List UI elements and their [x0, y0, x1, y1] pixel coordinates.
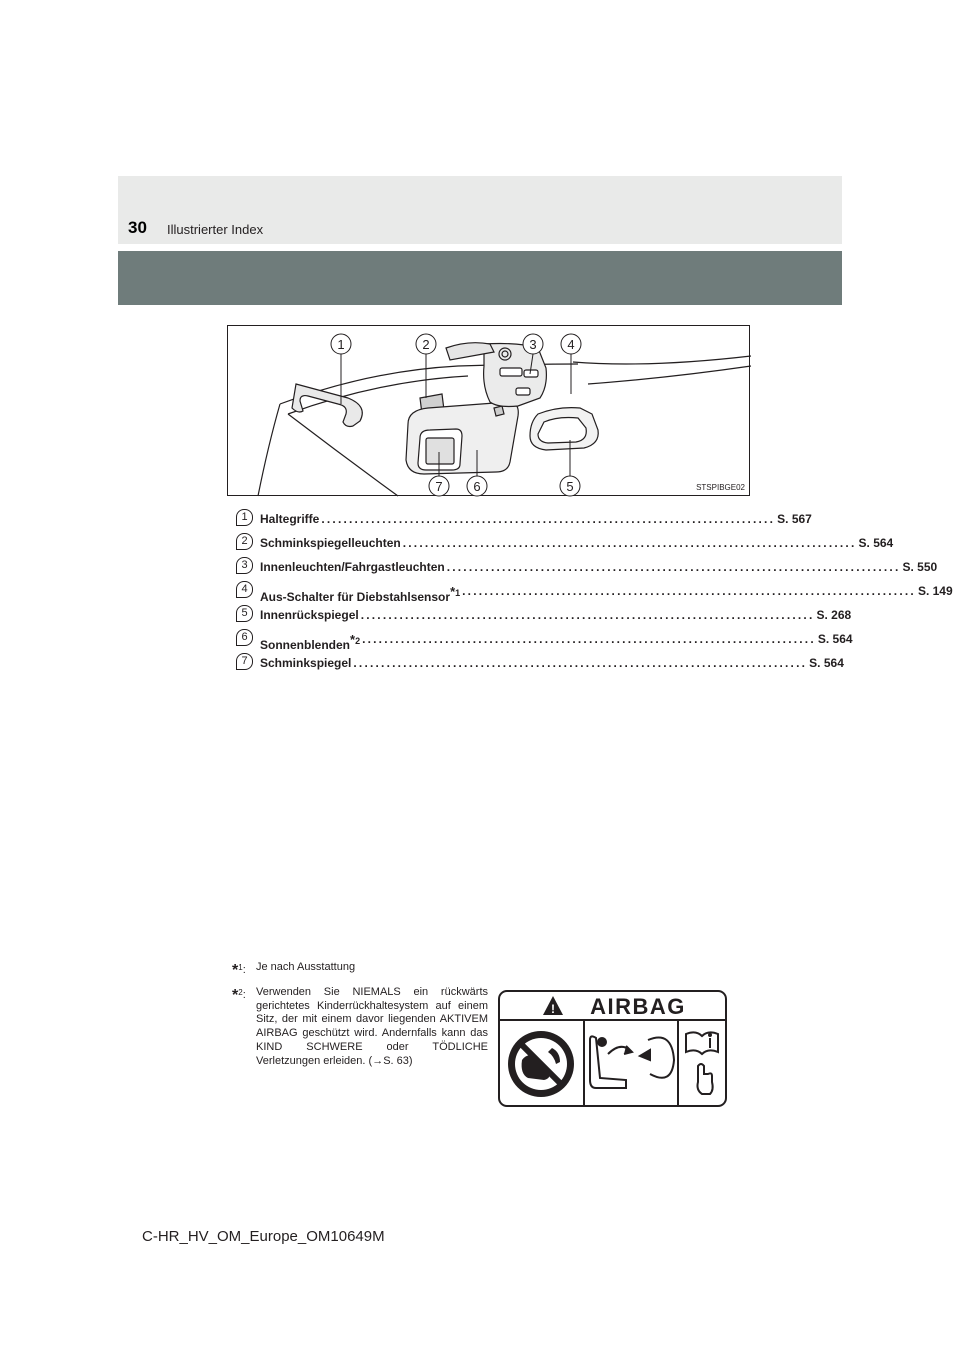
- page-number: 30: [128, 218, 147, 237]
- item-number-badge: 5: [236, 605, 253, 622]
- interior-ceiling-illustration: [227, 325, 750, 496]
- item-number-badge: 6: [236, 629, 253, 646]
- item-label: Schminkspiegel: [260, 656, 352, 670]
- section-title: Illustrierter Index: [167, 222, 264, 237]
- callout-label-7: 7: [435, 479, 443, 494]
- index-item-diebstahlsensor: 4 Aus-Schalter für Diebstahlsensor$^{*1}$ .................................................................................. S. 149: [236, 582, 724, 606]
- index-item-innenrueckspiegel: 5 Innenrückspiegel .................................................................................. S. 268: [236, 606, 724, 630]
- item-label: Innenleuchten/Fahrgastleuchten: [260, 560, 445, 574]
- document-code: C-HR_HV_OM_Europe_OM10649M: [142, 1228, 385, 1245]
- index-item-schminkspiegel: 7 Schminkspiegel .................................................................................. S. 564: [236, 654, 724, 678]
- footnote-star-icon: *: [450, 584, 456, 599]
- callout-label-6: 6: [473, 479, 481, 494]
- item-number-badge: 3: [236, 557, 253, 574]
- footnote-1: $*_1$: Je nach Ausstattung: [232, 961, 488, 978]
- airbag-title: AIRBAG: [590, 994, 686, 1019]
- index-item-schminkspiegelleuchten: 2 Schminkspiegelleuchten .................................................................................. S. 564: [236, 534, 724, 558]
- footnote-star-icon: *: [232, 986, 239, 1004]
- footnote-star-icon: *: [232, 962, 239, 979]
- callout-label-1: 1: [337, 337, 345, 352]
- page-reference[interactable]: S. 564: [817, 632, 853, 646]
- item-label: Sonnenblenden: [260, 638, 350, 652]
- page-reference[interactable]: S. 567: [777, 512, 812, 526]
- callout-label-5: 5: [566, 479, 574, 494]
- footnote-mark: 2: [355, 636, 361, 646]
- index-item-innenleuchten: 3 Innenleuchten/Fahrgastleuchten .................................................................................. S. 550: [236, 558, 724, 582]
- footnote-mark: 1: [455, 588, 461, 598]
- item-label: Schminkspiegelleuchten: [260, 536, 401, 550]
- footnote-mark: 2: [238, 987, 243, 997]
- item-number-badge: 2: [236, 533, 253, 550]
- title-bar: [118, 251, 842, 305]
- airbag-warning-label: [498, 990, 727, 1107]
- item-number-badge: 1: [236, 509, 253, 526]
- airbag-label-graphic: [498, 990, 727, 1107]
- item-number-badge: 7: [236, 653, 253, 670]
- page-reference[interactable]: S. 149: [917, 584, 953, 598]
- item-label: Haltegriffe: [260, 512, 320, 526]
- ceiling-drawing: [228, 326, 751, 497]
- callout-label-2: 2: [422, 337, 430, 352]
- footnote-star-icon: *: [350, 632, 356, 647]
- index-item-haltegriffe: 1 Haltegriffe .................................................................................. S. 567: [236, 510, 724, 534]
- warning-symbol: !: [551, 1002, 555, 1016]
- figure-code: STSPIBGE02: [696, 483, 745, 492]
- callout-label-4: 4: [567, 337, 575, 352]
- page-reference[interactable]: S. 564: [858, 536, 894, 550]
- footnote-2: $*_2$: Verwenden Sie NIEMALS ein rückwärts gerichtetes Kinderrückhaltesystem auf einem Sitz, der mit einem davor liegenden AKTIVEM AIRBAG geschützt wird. Andernfalls kann das KIND SCHWERE oder TÖDLICHE Verletzungen erleiden. (→S. 63): [232, 985, 488, 1067]
- page-reference[interactable]: S. 564: [809, 656, 844, 670]
- footnotes: [232, 961, 488, 1069]
- footnote-mark: 1: [238, 963, 243, 972]
- page-reference[interactable]: S. 550: [902, 560, 938, 574]
- page-reference[interactable]: S. 268: [816, 608, 852, 622]
- index-list: [236, 510, 953, 678]
- index-item-sonnenblenden: 6 Sonnenblenden$^{*2}$ .................................................................................. S. 564: [236, 630, 724, 654]
- callout-label-3: 3: [529, 337, 537, 352]
- footnote-text: Je nach Ausstattung: [256, 961, 356, 973]
- footnote-text: Verwenden Sie NIEMALS ein rückwärts gerichtetes Kinderrückhaltesystem auf einem Sitz, der mit einem davor liegenden AKTIVEM AIRBAG geschützt wird. Andernfalls kann das KIND SCHWERE oder TÖDLICHE Verletzungen erleiden. (→S. 63): [256, 985, 488, 1067]
- item-label: Aus-Schalter für Diebstahlsensor: [260, 590, 451, 604]
- item-number-badge: 4: [236, 581, 253, 598]
- no-rear-facing-seat-icon: [508, 1031, 574, 1097]
- item-label: Innenrückspiegel: [260, 608, 359, 622]
